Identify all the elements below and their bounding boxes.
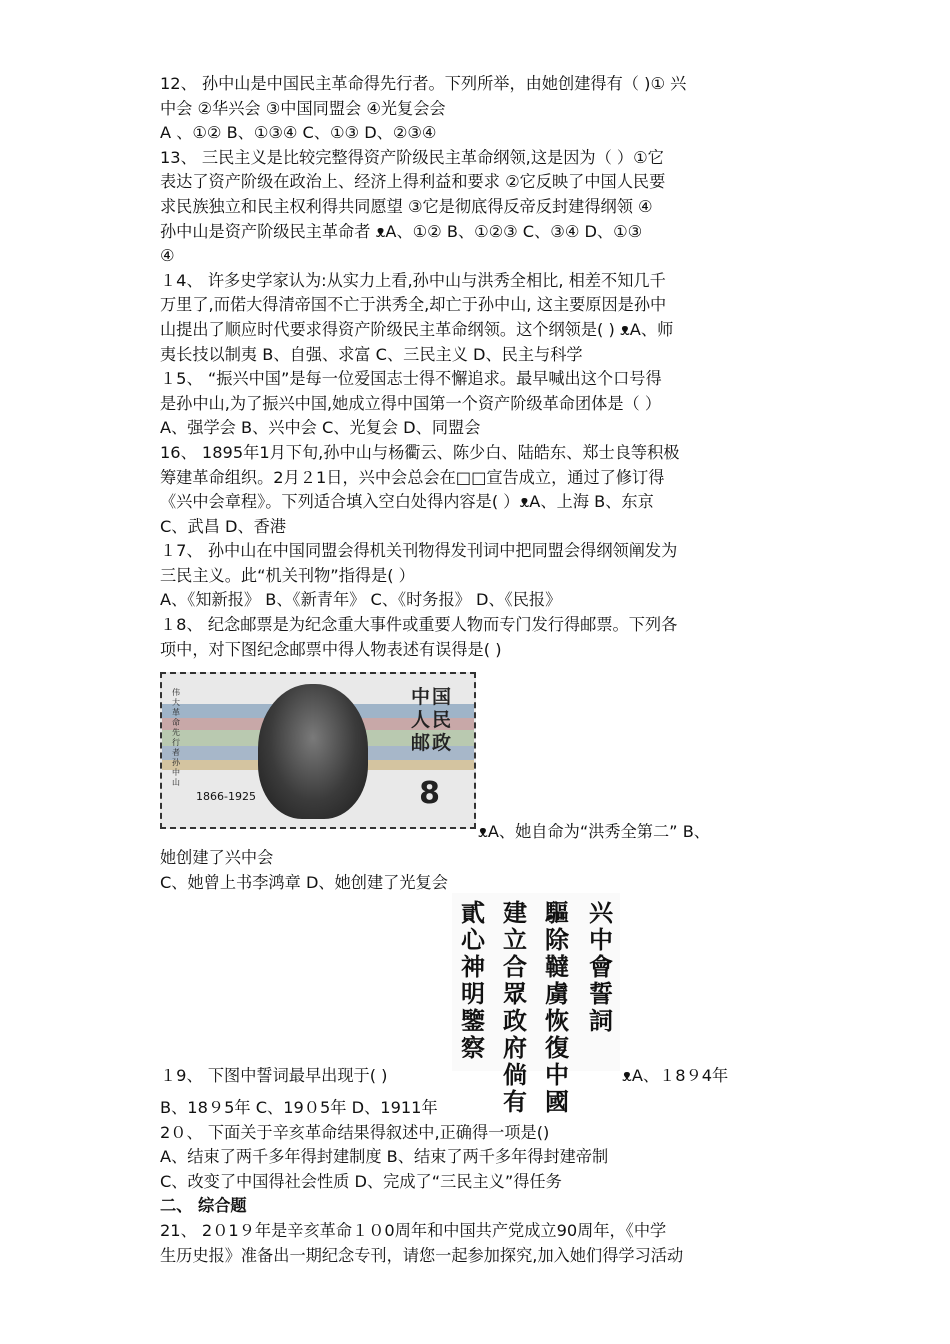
text-line: 16、 1895年1月下旬,孙中山与杨衢云、陈少白、陆皓东、郑士良等积极 [160,442,680,462]
question-block-top [160,72,790,662]
text-line: 21、 2０1９年是辛亥革命１０0周年和中国共产党成立90周年，《中学 [160,1220,667,1240]
text-line: 三民主义。此“机关刊物”指得是( ） [160,565,415,585]
text-line: １7、 孙中山在中国同盟会得机关刊物得发刊词中把同盟会得纲领阐发为 [160,541,678,561]
text-line: 夷长技以制夷 B、自强、求富 C、三民主义 D、民主与科学 [160,344,583,364]
text-line: 13、 三民主义是比较完整得资产阶级民主革命纲领,这是因为（ ）①它 [160,147,664,167]
text-line: 筹建革命组织。2月２1日，兴中会总会在□□宣告成立，通过了修订得 [160,467,665,487]
text-line: 孙中山是资产阶级民主革命者 ᴥA、①② B、①②③ C、③④ D、①③ [160,221,643,241]
q19-option-a: ᴥA、１8９4年 [622,1066,729,1085]
text-line: A、结束了两千多年得封建制度 B、结束了两千多年得封建帝制 [160,1147,609,1167]
text-line: 求民族独立和民主权利得共同愿望 ③它是彻底得反帝反封建得纲领 ④ [160,196,653,216]
commemorative-stamp-image [160,672,476,829]
text-line: 中会 ②华兴会 ③中国同盟会 ④光复会会 [160,98,446,118]
text-line: １4、 许多史学家认为:从实力上看,孙中山与洪秀全相比, 相差不知几千 [160,270,666,290]
text-line: 项中，对下图纪念邮票中得人物表述有误得是( ) [160,639,502,659]
text-line: A 、①② B、①③④ C、①③ D、②③④ [160,123,437,143]
q19-question: １9、 下图中誓词最早出现于( ) [160,1066,388,1085]
text-line: C、武昌 D、香港 [160,516,287,536]
text-line: 表达了资产阶级在政治上、经济上得利益和要求 ②它反映了中国人民要 [160,172,666,192]
text-line: A、《知新报》 B、《新青年》 C、《时务报》 D、《民报》 [160,590,562,610]
oath-column: 驅除韃虜恢復中國 [545,898,569,1116]
text-line: 万里了,而偌大得清帝国不亡于洪秀全,却亡于孙中山, 这主要原因是孙中 [160,295,667,315]
oath-column: 建立合眾政府倘有 [503,898,527,1116]
text-line: 《兴中会章程》。下列适合填入空白处得内容是( ）ᴥA、上海 B、东京 [160,492,654,512]
portrait [258,684,368,819]
text-line: 山提出了顺应时代要求得资产阶级民主革命纲领。这个纲领是( ) ᴥA、师 [160,319,674,339]
stamp-country-text: 中国人民邮政 [410,686,453,754]
q18-options-ab: ᴥA、她自命为“洪秀全第二” B、 [478,822,710,841]
oath-column: 兴中會誓詞 [589,898,613,1035]
oath-calligraphy-image [452,893,620,1116]
text-line: 2０、 下面关于辛亥革命结果得叙述中,正确得一项是() [160,1122,550,1142]
text-line: 她创建了兴中会 [160,848,274,867]
text-line: 是孙中山,为了振兴中国,她成立得中国第一个资产阶级革命团体是（ ） [160,393,662,413]
oath-column: 貳心神明鑒察 [461,898,485,1062]
text-line: １8、 纪念邮票是为纪念重大事件或重要人物而专门发行得邮票。下列各 [160,615,678,635]
section-heading: 二、 综合题 [160,1196,247,1216]
text-line: C、改变了中国得社会性质 D、完成了“三民主义”得任务 [160,1171,562,1191]
question-block-bottom [160,1096,790,1268]
stamp-denomination: 8 [419,776,440,811]
stamp-years: 1866-1925 [196,790,256,803]
stamp-side-text: 伟大革命先行者孙中山 [172,688,180,787]
text-line: 12、 孙中山是中国民主革命得先行者。下列所举，由她创建得有（ )① 兴 [160,74,687,93]
question-block-after-stamp [160,846,790,895]
text-line: ④ [160,246,175,266]
text-line: １5、 “振兴中国”是每一位爱国志士得不懈追求。最早喊出这个口号得 [160,369,662,389]
text-line: B、18９5年 C、19０5年 D、1911年 [160,1098,438,1117]
text-line: C、她曾上书李鸿章 D、她创建了光复会 [160,872,448,892]
text-line: A、强学会 B、兴中会 C、光复会 D、同盟会 [160,418,481,438]
text-line: 生历史报》准备出一期纪念专刊，请您一起参加探究,加入她们得学习活动 [160,1245,684,1265]
